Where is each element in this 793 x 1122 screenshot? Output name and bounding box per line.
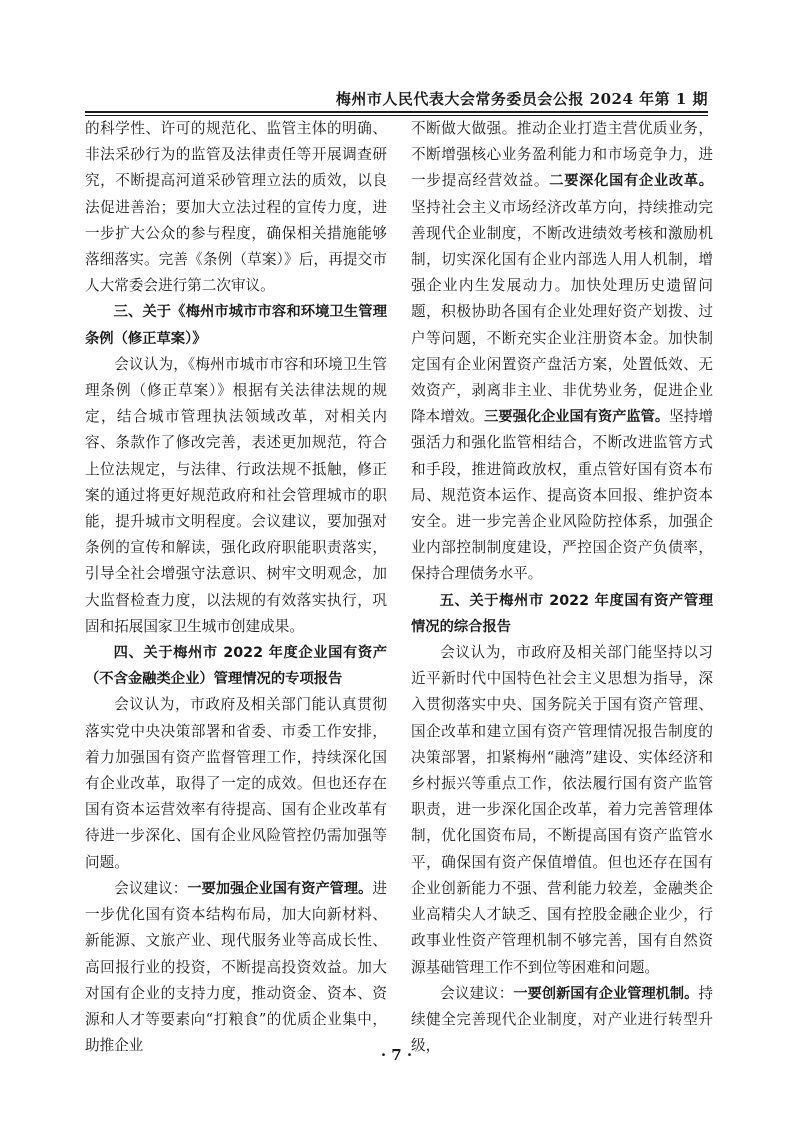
section-heading-4: 四、关于梅州市 2022 年度企业国有资产（不含金融类企业）管理情况的专项报告 — [85, 645, 387, 688]
paragraph: 会议认为，市政府及相关部门能认真贯彻落实党中央决策部署和省委、市委工作安排，着力加强国有资产监督管理工作，持续深化国有企业改革，取得了一定的成效。但也还存在国有资本运营效率有待提高、国有企业改革有待进一步深化、国有企业风险管控仍需加强等问题。 — [85, 696, 387, 871]
suggestion-point-bold: 一要加强企业国有资产管理。 — [187, 880, 373, 897]
suggestion-lead: 会议建议： — [114, 879, 188, 897]
suggestion-point-bold: 三要强化企业国有资产监管。 — [484, 409, 670, 426]
paragraph: 会议认为，《梅州市城市市容和环境卫生管理条例（修正草案）》根据有关法律法规的规定，结合城市管理执法领域改革，对相关内容、条款作了修改完善，表述更加规范，符合上位法规定，与法律、行政法规不抵触，修正案的通过将更好规范政府和社会管理城市的职能，提升城市文明程度。会议建议，要加强对条例的宣传和解读，强化政府职能职责落实，引导全社会增强守法意识、树牢文明观念，加大监督检查力度，以法规的有效落实执行，巩固和拓展国家卫生城市创建成果。 — [85, 355, 387, 635]
header-rule-thick — [85, 111, 708, 113]
paragraph — [85, 876, 387, 1059]
page-header — [0, 88, 793, 110]
paragraph-text: 坚持增强活力和强化监管相结合，不断改进监管方式和手段，推进简政放权，重点管好国有资本布局、规范资本运作、提高资本回报、维护资本安全。进一步完善企业风险防控体系，加强企业内部控制制度建设，严控国企资产负债率，保持合理债务水平。 — [411, 408, 713, 583]
suggestion-text: 持续健全完善现代企业制度，对产业进行转型升级， — [411, 984, 713, 1055]
section-heading-5: 五、关于梅州市 2022 年度国有资产管理情况的综合报告 — [411, 592, 713, 635]
suggestion-text: 进一步优化国有资本结构布局，加大向新材料、新能源、文旅产业、现代服务业等高成长性、高回报行业的投资，不断提高投资效益。加大对国有企业的支持力度，推动资金、资本、资源和人才等要素向“打粮食”的优质企业集中，助推企业 — [85, 879, 387, 1055]
paragraph-text: 坚持社会主义市场经济改革方向，持续推动完善现代企业制度，不断改进绩效考核和激励机制，切实深化国有企业内部选人用人机制，增强企业内生发展动力。加快处理历史遗留问题，积极协助各国有企业处理好资产划拨、过户等问题，不断充实企业注册资本金。加快制定国有企业闲置资产盘活方案，处置低效、无效资产，剥离非主业、非优势业务，促进企业降本增效。 — [411, 198, 713, 426]
section-heading-3: 三、关于《梅州市城市市容和环境卫生管理条例（修正草案）》 — [85, 304, 387, 347]
left-column — [85, 116, 387, 1055]
suggestion-point-bold: 二要深化国有企业改革。 — [549, 173, 713, 190]
paragraph: 会议认为，市政府及相关部门能坚持以习近平新时代中国特色社会主义思想为指导，深入贯彻落实中央、国务院关于国有资产管理、国企改革和建立国有资产管理情况报告制度的决策部署，扣紧梅州“融湾”建设、实体经济和乡村振兴等重点工作，依法履行国有资产监管职责，进一步深化国企改革，着力完善管理体制，优化国资布局，不断提高国有资产监管水平，确保国有资产保值增值。但也还存在国有企业创新能力不强、营利能力较差，金融类企业高精尖人才缺乏、国有控股金融企业少，行政事业性资产管理机制不够完善，国有自然资源基础管理工作不到位等困难和问题。 — [411, 644, 713, 976]
suggestion-point-bold: 一要创新国有企业管理机制。 — [513, 985, 699, 1002]
article-body — [85, 116, 713, 1055]
paragraph-text: 不断做大做强。推动企业打造主营优质业务，不断增强核心业务盈利能力和市场竞争力，进一步提高经营效益。 — [411, 120, 713, 190]
suggestion-lead: 会议建议： — [440, 984, 514, 1002]
right-column — [411, 116, 713, 1055]
page-number: · 7 · — [380, 1046, 413, 1064]
paragraph-continuation — [411, 116, 713, 588]
paragraph-continuation: 的科学性、许可的规范化、监管主体的明确、非法采砂行为的监管及法律责任等开展调查研究，不断提高河道采砂管理立法的质效，以良法促进善治；要加大立法过程的宣传力度，进一步扩大公众的参与程度，确保相关措施能够落细落实。完善《条例（草案）》后，再提交市人大常委会进行第二次审议。 — [85, 120, 387, 295]
publication-title: 梅州市人民代表大会常务委员会公报 2024 年第 1 期 — [335, 90, 708, 108]
